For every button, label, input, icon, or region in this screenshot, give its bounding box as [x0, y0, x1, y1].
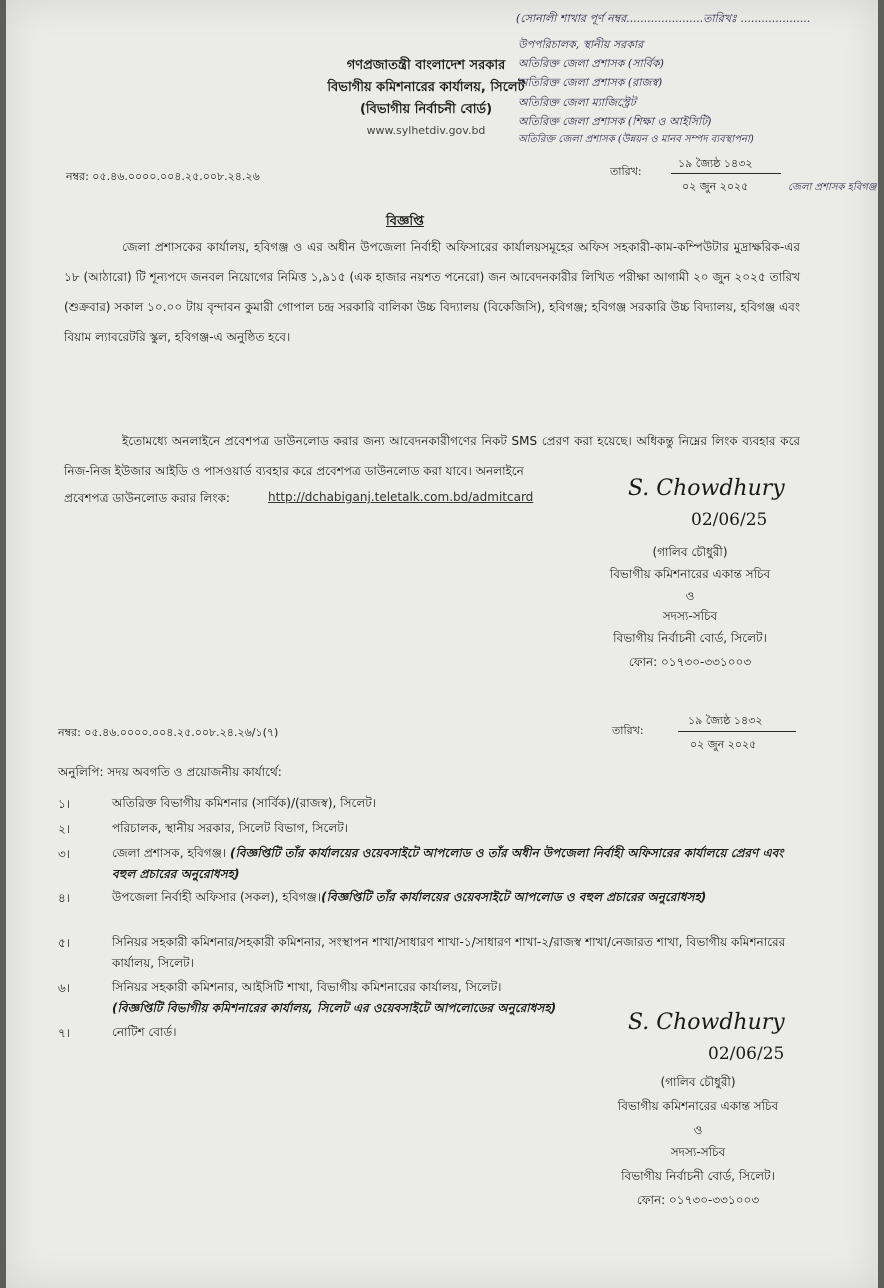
copy-item: পরিচালক, স্থানীয় সরকার, সিলেট বিভাগ, সিলেট। — [112, 821, 349, 835]
notice-title: বিজ্ঞপ্তি — [386, 214, 424, 229]
copy-number: ২। — [58, 822, 71, 836]
memo2-number: নম্বর: ০৫.৪৬.০০০০.০০৪.২৫.০০৮.২৪.২৬/১(৭) — [58, 726, 279, 739]
govt-header: গণপ্রজাতন্ত্রী বাংলাদেশ সরকার — [346, 58, 506, 73]
copy-item: নোটিশ বোর্ড। — [112, 1025, 177, 1039]
signatory2-title-3: বিভাগীয় নির্বাচনী বোর্ড, সিলেট। — [621, 1169, 775, 1183]
copy-number: ৪। — [58, 891, 71, 905]
memo-number: নম্বর: ০৫.৪৬.০০০০.০০৪.২৫.০০৮.২৪.২৬ — [66, 170, 260, 183]
memo2-date-english: ০২ জুন ২০২৫ — [690, 738, 757, 751]
signature-scrawl: S. Chowdhury — [628, 476, 785, 501]
date-bangla: ১৯ জ্যৈষ্ঠ ১৪৩২ — [678, 157, 753, 170]
document-page — [6, 0, 878, 1288]
signature-date: 02/06/25 — [691, 510, 768, 530]
copy-item: অতিরিক্ত বিভাগীয় কমিশনার (সার্বিক)/(রাজস্ব), সিলেট। — [112, 796, 377, 810]
stamp-line: অতিরিক্ত জেলা ম্যাজিস্ট্রেট — [518, 96, 636, 109]
link-label: প্রবেশপত্র ডাউনলোড করার লিংক: — [64, 491, 230, 505]
copy-note: (বিজ্ঞপ্তিটি তাঁর কার্যালয়ের ওয়েবসাইটে আপলোড ও তাঁর অধীন উপজেলা নির্বাহী অফিসারের কার্যালয়ে প্রেরণ এবং বহুল প্রচারের অনুরোধসহ) — [112, 846, 784, 881]
signatory2-title-1: বিভাগীয় কমিশনারের একান্ত সচিব — [617, 1099, 779, 1113]
copy-note: (বিজ্ঞপ্তিটি বিভাগীয় কমিশনারের কার্যালয়, সিলেট এর ওয়েবসাইটে আপলোডের অনুরোধসহ) — [112, 1001, 557, 1015]
signatory-title-3: বিভাগীয় নির্বাচনী বোর্ড, সিলেট। — [613, 631, 767, 645]
signatory-and: ও — [685, 589, 695, 603]
copy-number: ৩। — [58, 847, 71, 861]
signatory-name: (গালিব চৌধুরী) — [652, 545, 728, 559]
signatory2-and: ও — [693, 1123, 703, 1137]
copy-number: ৭। — [58, 1026, 71, 1040]
memo2-date-label: তারিখ: — [612, 724, 644, 737]
copy-item: সিনিয়র সহকারী কমিশনার, আইসিটি শাখা, বিভাগীয় কমিশনারের কার্যালয়, সিলেট। (বিজ্ঞপ্তিটি বিভাগীয় কমিশনারের কার্যালয়, সিলেট এর ওয়েবসাইটে আপলোডের অনুরোধসহ) — [112, 980, 557, 1015]
signatory2-phone: ফোন: ০১৭৩০-৩৩১০০৩ — [636, 1193, 760, 1207]
signatory-title-1: বিভাগীয় কমিশনারের একান্ত সচিব — [609, 567, 771, 581]
stamp-line: অতিরিক্ত জেলা প্রশাসক (শিক্ষা ও আইসিটি) — [518, 115, 712, 128]
copy-item: জেলা প্রশাসক, হবিগঞ্জ। (বিজ্ঞপ্তিটি তাঁর কার্যালয়ের ওয়েবসাইটে আপলোড ও তাঁর অধীন উপজেলা নির্বাহী অফিসারের কার্যালয়ে প্রেরণ এবং বহুল প্রচারের অনুরোধসহ) — [112, 846, 784, 881]
copy-heading: অনুলিপি: সদয় অবগতি ও প্রয়োজনীয় কার্যার্থে: — [58, 765, 282, 779]
signatory-title-2: সদস্য-সচিব — [662, 609, 718, 623]
copy-number: ১। — [58, 797, 71, 811]
copy-item: সিনিয়র সহকারী কমিশনার/সহকারী কমিশনার, সংস্থাপন শাখা/সাধারণ শাখা-১/সাধারণ শাখা-২/রাজস্ব শাখা/নেজারত শাখা, বিভাগীয় কমিশনারের কার্যালয়, সিলেট। — [112, 935, 786, 970]
signature-date-2: 02/06/25 — [708, 1044, 785, 1064]
website-text: www.sylhetdiv.gov.bd — [366, 124, 486, 137]
signatory2-name: (গালিব চৌধুরী) — [660, 1075, 736, 1089]
date-label: তারিখ: — [610, 165, 642, 178]
copy-number: ৫। — [58, 936, 71, 950]
signature-scrawl-2: S. Chowdhury — [628, 1010, 785, 1035]
stamp-line: অতিরিক্ত জেলা প্রশাসক (উন্নয়ন ও মানব সম্পদ ব্যবস্থাপনা) — [518, 134, 754, 145]
admit-card-link[interactable]: http://dchabiganj.teletalk.com.bd/admitcard — [268, 490, 534, 504]
date-english: ০২ জুন ২০২৫ — [682, 180, 749, 193]
handwritten-note: জেলা প্রশাসক হবিগঞ্জ — [788, 182, 877, 193]
copy-note: (বিজ্ঞপ্তিটি তাঁর কার্যালয়ের ওয়েবসাইটে আপলোড ও বহুল প্রচারের অনুরোধসহ) — [321, 890, 707, 904]
signatory-phone: ফোন: ০১৭৩০-৩৩১০০৩ — [628, 655, 752, 669]
office-header: বিভাগীয় কমিশনারের কার্যালয়, সিলেট — [327, 80, 525, 95]
memo2-date-bangla: ১৯ জ্যৈষ্ঠ ১৪৩২ — [688, 714, 763, 727]
copy-item: উপজেলা নির্বাহী অফিসার (সকল), হবিগঞ্জ।(বিজ্ঞপ্তিটি তাঁর কার্যালয়ের ওয়েবসাইটে আপলোড ও বহুল প্রচারের অনুরোধসহ) — [112, 890, 707, 904]
notice-paragraph-1: জেলা প্রশাসকের কার্যালয়, হবিগঞ্জ ও এর অধীন উপজেলা নির্বাহী অফিসারের কার্যালয়সমূহের অফিস সহকারী-কাম-কম্পিউটার মুদ্রাক্ষরিক-এর ১৮ (আঠারো) টি শূন্যপদে জনবল নিয়োগের নিমিত্ত ১,৯১৫ (এক হাজার নয়শত পনেরো) জন আবেদনকারীর লিখিত পরীক্ষা আগামী ২০ জুন ২০২৫ তারিখ (শুক্রবার) সকাল ১০.০০ টায় বৃন্দাবন কুমারী গোপাল চন্দ্র সরকারি বালিকা উচ্চ বিদ্যালয় (বিকেজিসি), হবিগঞ্জ; হবিগঞ্জ সরকারি উচ্চ বিদ্যালয়, হবিগঞ্জ এবং বিয়াম ল্যাবরেটরি স্কুল, হবিগঞ্জ-এ অনুষ্ঠিত হবে। — [64, 240, 800, 344]
notice-paragraph-2: ইতোমধ্যে অনলাইনে প্রবেশপত্র ডাউনলোড করার জন্য আবেদনকারীগণের নিকট SMS প্রেরণ করা হয়েছে। অধিকন্তু নিম্নের লিংক ব্যবহার করে নিজ-নিজ ইউজার আইডি ও পাসওয়ার্ড ব্যবহার করে প্রবেশপত্র ডাউনলোড করা যাবে। অনলাইনে — [64, 434, 800, 478]
signatory2-title-2: সদস্য-সচিব — [670, 1145, 726, 1159]
stamp-line: অতিরিক্ত জেলা প্রশাসক (সার্বিক) — [518, 57, 664, 70]
copy-number: ৬। — [58, 981, 71, 995]
stamp-line: উপপরিচালক, স্থানীয় সরকার — [518, 38, 644, 51]
stamp-line: (সোনালী শাখার পূর্ণ নম্বর......................তারিখঃ .................... — [516, 12, 811, 25]
board-header: (বিভাগীয় নির্বাচনী বোর্ড) — [359, 102, 493, 117]
stamp-line: অতিরিক্ত জেলা প্রশাসক (রাজস্ব) — [518, 76, 663, 89]
